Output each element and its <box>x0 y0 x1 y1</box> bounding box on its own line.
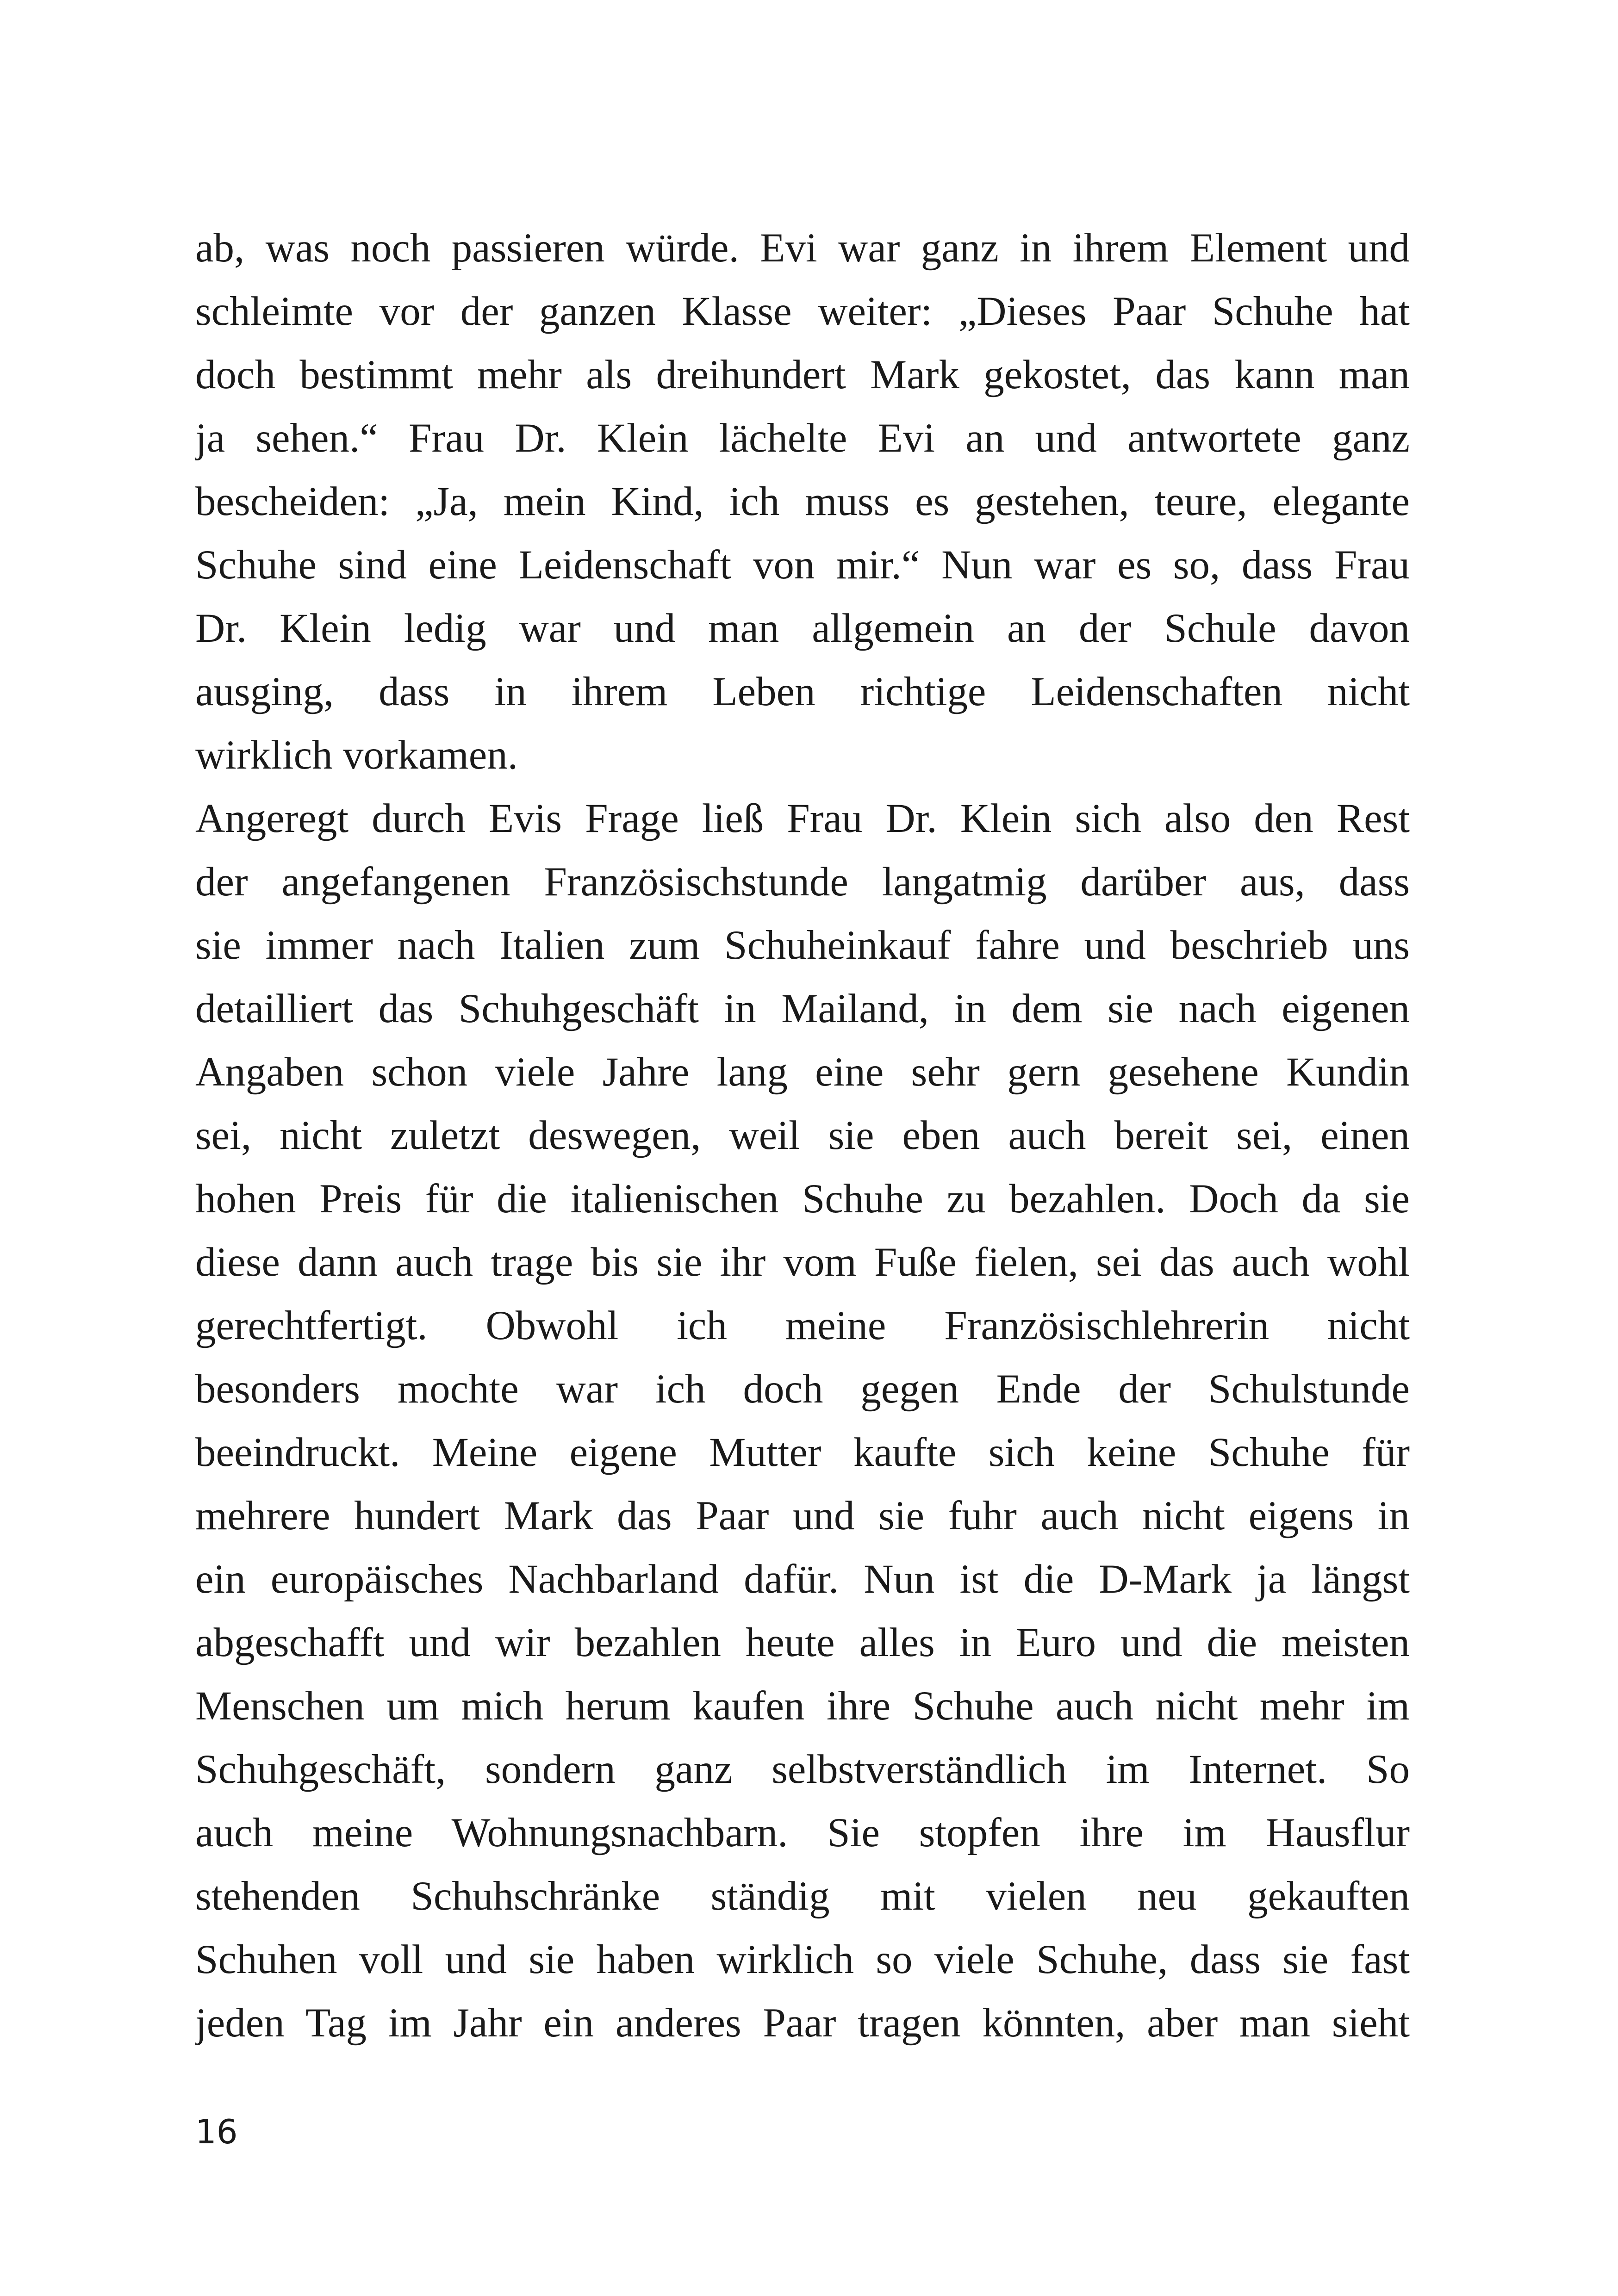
text-line: Dr. Klein ledig war und man allgemein an der Schule davon <box>195 606 1410 651</box>
page-number: 16 <box>195 2112 238 2151</box>
text-line: der angefangenen Französischstunde langatmig darüber aus, dass <box>195 859 1410 905</box>
text-line: bescheiden: „Ja, mein Kind, ich muss es gestehen, teure, elegante <box>195 479 1410 524</box>
text-line: abgeschafft und wir bezahlen heute alles in Euro und die meisten <box>195 1620 1410 1665</box>
text-line: Angeregt durch Evis Frage ließ Frau Dr. Klein sich also den Rest <box>195 796 1410 841</box>
text-line: hohen Preis für die italienischen Schuhe zu bezahlen. Doch da sie <box>195 1176 1410 1222</box>
text-line: sei, nicht zuletzt deswegen, weil sie eben auch bereit sei, einen <box>195 1113 1410 1158</box>
text-line: schleimte vor der ganzen Klasse weiter: „Dieses Paar Schuhe hat <box>195 289 1410 334</box>
body-text <box>195 217 1410 2055</box>
text-line: beeindruckt. Meine eigene Mutter kaufte sich keine Schuhe für <box>195 1430 1410 1475</box>
text-line: stehenden Schuhschränke ständig mit vielen neu gekauften <box>195 1874 1410 1919</box>
text-line: detailliert das Schuhgeschäft in Mailand, in dem sie nach eigenen <box>195 986 1410 1031</box>
text-line: besonders mochte war ich doch gegen Ende der Schulstunde <box>195 1366 1410 1412</box>
text-line: auch meine Wohnungsnachbarn. Sie stopfen ihre im Hausflur <box>195 1810 1410 1855</box>
text-line: ab, was noch passieren würde. Evi war ganz in ihrem Element und <box>195 225 1410 271</box>
text-line: jeden Tag im Jahr ein anderes Paar tragen könnten, aber man sieht <box>195 2000 1410 2046</box>
text-line: Schuhen voll und sie haben wirklich so viele Schuhe, dass sie fast <box>195 1937 1410 1982</box>
text-line: wirklich vorkamen. <box>195 732 518 778</box>
text-line: Menschen um mich herum kaufen ihre Schuhe auch nicht mehr im <box>195 1683 1410 1729</box>
text-line: diese dann auch trage bis sie ihr vom Fuße fielen, sei das auch wohl <box>195 1240 1410 1285</box>
text-line: Angaben schon viele Jahre lang eine sehr gern gesehene Kundin <box>195 1049 1410 1095</box>
text-line: doch bestimmt mehr als dreihundert Mark gekostet, das kann man <box>195 352 1410 397</box>
text-line: mehrere hundert Mark das Paar und sie fuhr auch nicht eigens in <box>195 1493 1410 1539</box>
text-line: ein europäisches Nachbarland dafür. Nun ist die D-Mark ja längst <box>195 1557 1410 1602</box>
text-line: ausging, dass in ihrem Leben richtige Leidenschaften nicht <box>195 669 1410 714</box>
text-line: gerechtfertigt. Obwohl ich meine Französischlehrerin nicht <box>195 1303 1410 1348</box>
text-line: sie immer nach Italien zum Schuheinkauf fahre und beschrieb uns <box>195 923 1410 968</box>
text-line: Schuhe sind eine Leidenschaft von mir.“ Nun war es so, dass Frau <box>195 542 1410 588</box>
text-line: ja sehen.“ Frau Dr. Klein lächelte Evi an und antwortete ganz <box>195 416 1410 461</box>
text-line: Schuhgeschäft, sondern ganz selbstverständlich im Internet. So <box>195 1747 1410 1792</box>
